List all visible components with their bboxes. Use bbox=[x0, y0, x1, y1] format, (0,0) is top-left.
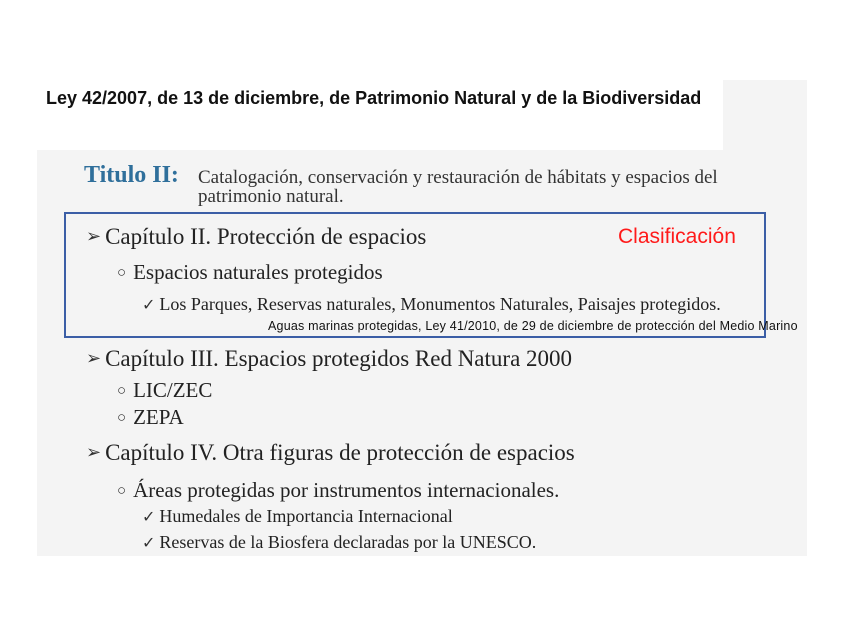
detail-text: Humedales de Importancia Internacional bbox=[159, 506, 453, 526]
circle-bullet-icon: ○ bbox=[117, 383, 127, 399]
clasificacion-label: Clasificación bbox=[618, 225, 736, 248]
arrow-bullet-icon: ➢ bbox=[86, 226, 102, 246]
checkmark-icon: ✓ bbox=[142, 509, 156, 526]
chapter-3-subitem-2 bbox=[117, 405, 184, 430]
chapter-4-detail-2 bbox=[142, 532, 536, 554]
titulo-description: Catalogación, conservación y restauración de hábitats y espacios del patrimonio natural. bbox=[198, 167, 718, 207]
detail-text: Los Parques, Reservas naturales, Monumentos Naturales, Paisajes protegidos. bbox=[159, 294, 721, 314]
subitem-text: Áreas protegidas por instrumentos internacionales. bbox=[133, 478, 560, 502]
arrow-bullet-icon: ➢ bbox=[86, 442, 102, 462]
chapter-4-subitem bbox=[117, 478, 559, 503]
chapter-4 bbox=[86, 439, 575, 466]
detail-text: Reservas de la Biosfera declaradas por la UNESCO. bbox=[159, 532, 537, 552]
titulo-label: Titulo II: bbox=[84, 162, 179, 188]
chapter-3-subitem-1 bbox=[117, 378, 212, 403]
page-title: Ley 42/2007, de 13 de diciembre, de Patrimonio Natural y de la Biodiversidad bbox=[46, 88, 702, 108]
chapter-2 bbox=[86, 223, 426, 250]
subitem-text: Espacios naturales protegidos bbox=[133, 260, 383, 284]
checkmark-icon: ✓ bbox=[142, 535, 156, 552]
chapter-2-subitem bbox=[117, 260, 383, 285]
checkmark-icon: ✓ bbox=[142, 297, 156, 314]
chapter-4-detail-1 bbox=[142, 506, 453, 528]
marine-law-note: Aguas marinas protegidas, Ley 41/2010, de 29 de diciembre de protección del Medio Marino bbox=[268, 319, 798, 333]
chapter-4-title: Capítulo IV. Otra figuras de protección de espacios bbox=[105, 440, 575, 465]
circle-bullet-icon: ○ bbox=[117, 410, 127, 426]
circle-bullet-icon: ○ bbox=[117, 483, 127, 499]
chapter-2-detail bbox=[142, 294, 762, 316]
subitem-text: ZEPA bbox=[133, 405, 184, 429]
chapter-3-title: Capítulo III. Espacios protegidos Red Natura 2000 bbox=[105, 346, 573, 371]
circle-bullet-icon: ○ bbox=[117, 265, 127, 281]
chapter-2-title: Capítulo II. Protección de espacios bbox=[105, 224, 427, 249]
subitem-text: LIC/ZEC bbox=[133, 378, 213, 402]
arrow-bullet-icon: ➢ bbox=[86, 348, 102, 368]
chapter-3 bbox=[86, 345, 572, 372]
